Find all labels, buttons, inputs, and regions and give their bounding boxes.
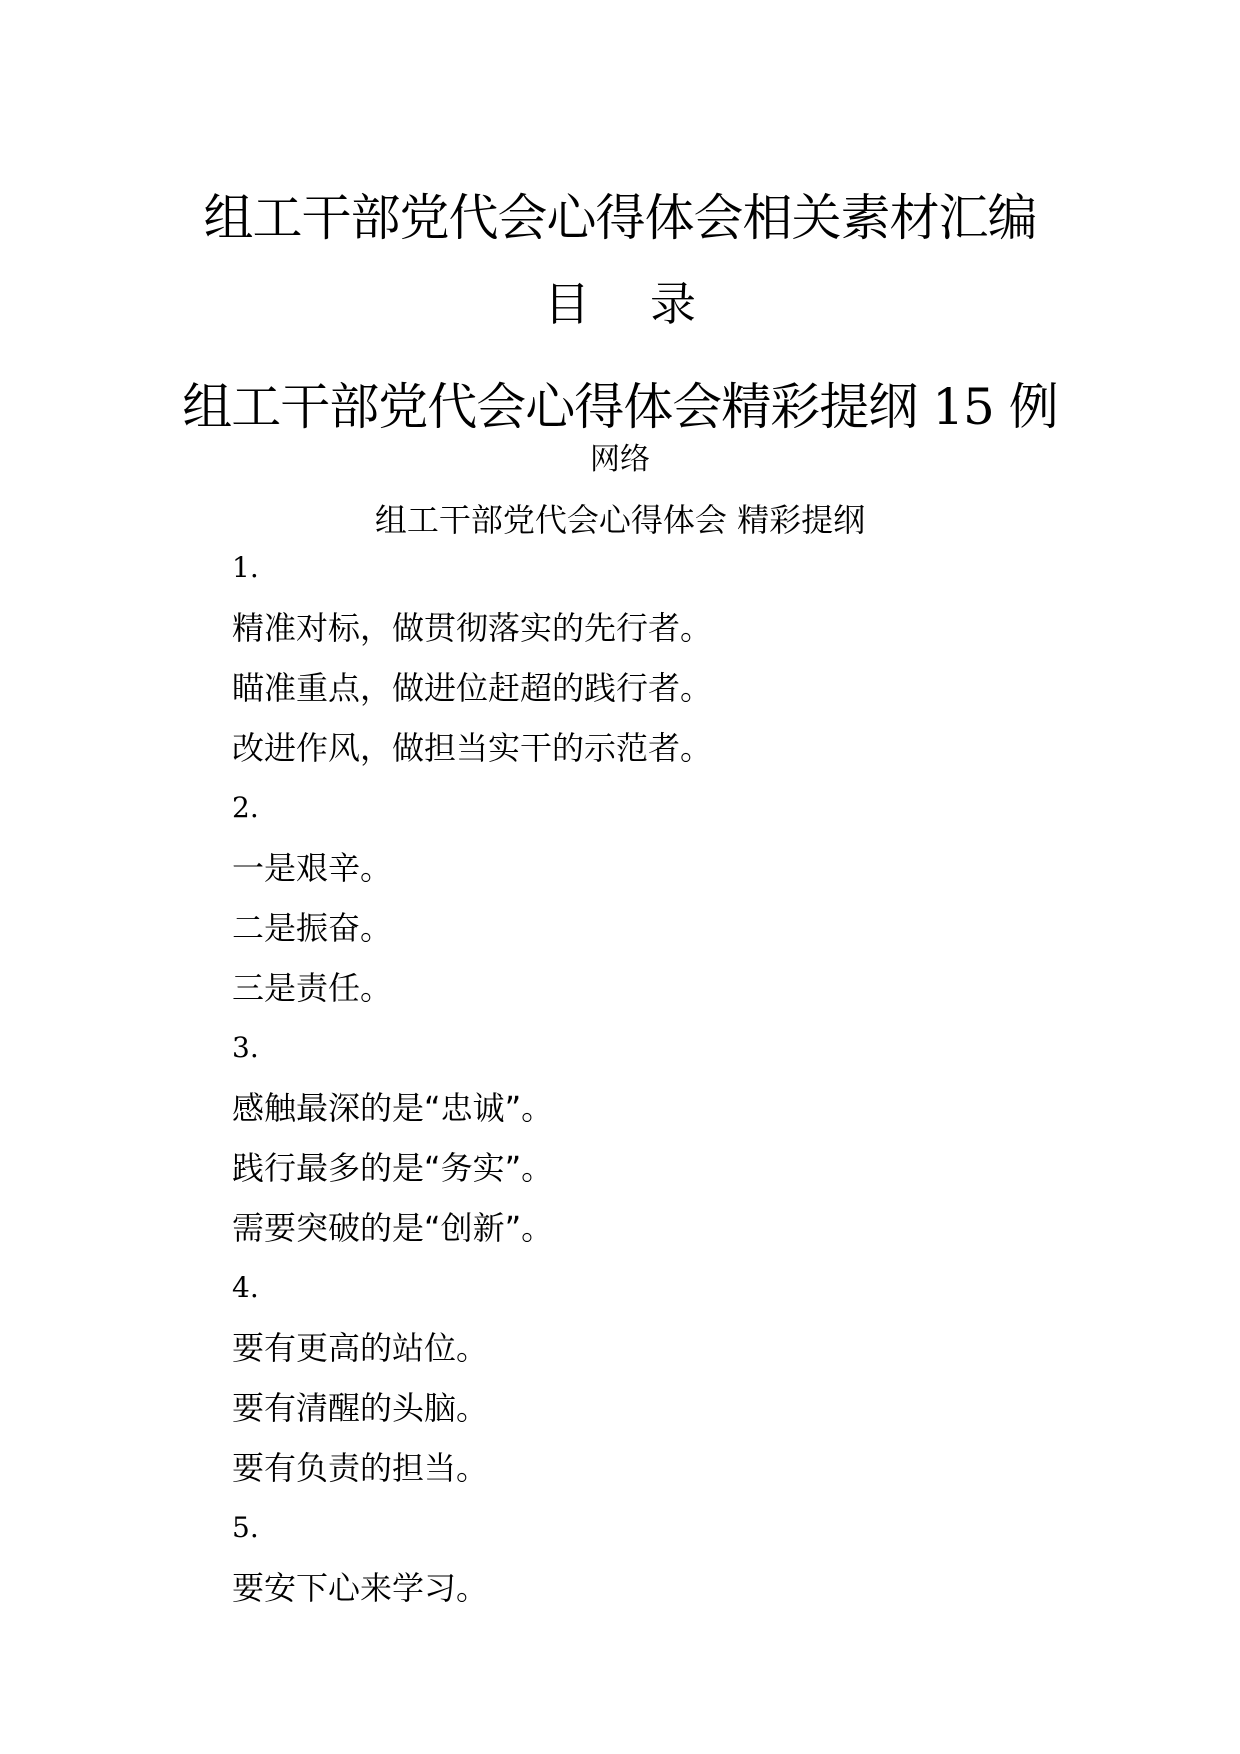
outline-number: 5. bbox=[232, 1511, 259, 1544]
outline-number: 2. bbox=[232, 791, 259, 824]
outline-number: 1. bbox=[232, 551, 259, 584]
outline-item: 改进作风，做担当实干的示范者。 bbox=[232, 729, 713, 767]
source-label: 网络 bbox=[590, 442, 650, 477]
document-title: 组工干部党代会心得体会相关素材汇编 bbox=[203, 189, 1037, 247]
outline-item: 三是责任。 bbox=[232, 969, 393, 1007]
outline-item: 精准对标，做贯彻落实的先行者。 bbox=[232, 609, 713, 647]
outline-item: 要安下心来学习。 bbox=[232, 1569, 489, 1607]
toc-heading bbox=[0, 274, 1240, 334]
section-title-number: 15 bbox=[932, 378, 994, 436]
section-title-suffix: 例 bbox=[1008, 378, 1058, 436]
section-title bbox=[0, 376, 1240, 438]
outline-item: 需要突破的是“创新”。 bbox=[232, 1209, 554, 1247]
outline-list bbox=[232, 538, 1132, 1618]
outline-item: 践行最多的是“务实”。 bbox=[232, 1149, 554, 1187]
outline-item: 二是振奋。 bbox=[232, 909, 393, 947]
toc-heading-left: 目 bbox=[544, 277, 590, 331]
outline-item: 要有清醒的头脑。 bbox=[232, 1389, 489, 1427]
outline-item: 感触最深的是“忠诚”。 bbox=[232, 1089, 554, 1127]
summary-heading: 组工干部党代会心得体会 精彩提纲 bbox=[374, 501, 866, 539]
outline-item: 一是艰辛。 bbox=[232, 849, 393, 887]
outline-item: 要有更高的站位。 bbox=[232, 1329, 489, 1367]
outline-item: 瞄准重点，做进位赶超的践行者。 bbox=[232, 669, 713, 707]
outline-number: 3. bbox=[232, 1031, 259, 1064]
section-title-text: 组工干部党代会心得体会精彩提纲 bbox=[182, 378, 918, 436]
outline-item: 要有负责的担当。 bbox=[232, 1449, 489, 1487]
outline-number: 4. bbox=[232, 1271, 259, 1304]
toc-heading-right: 录 bbox=[650, 277, 696, 331]
